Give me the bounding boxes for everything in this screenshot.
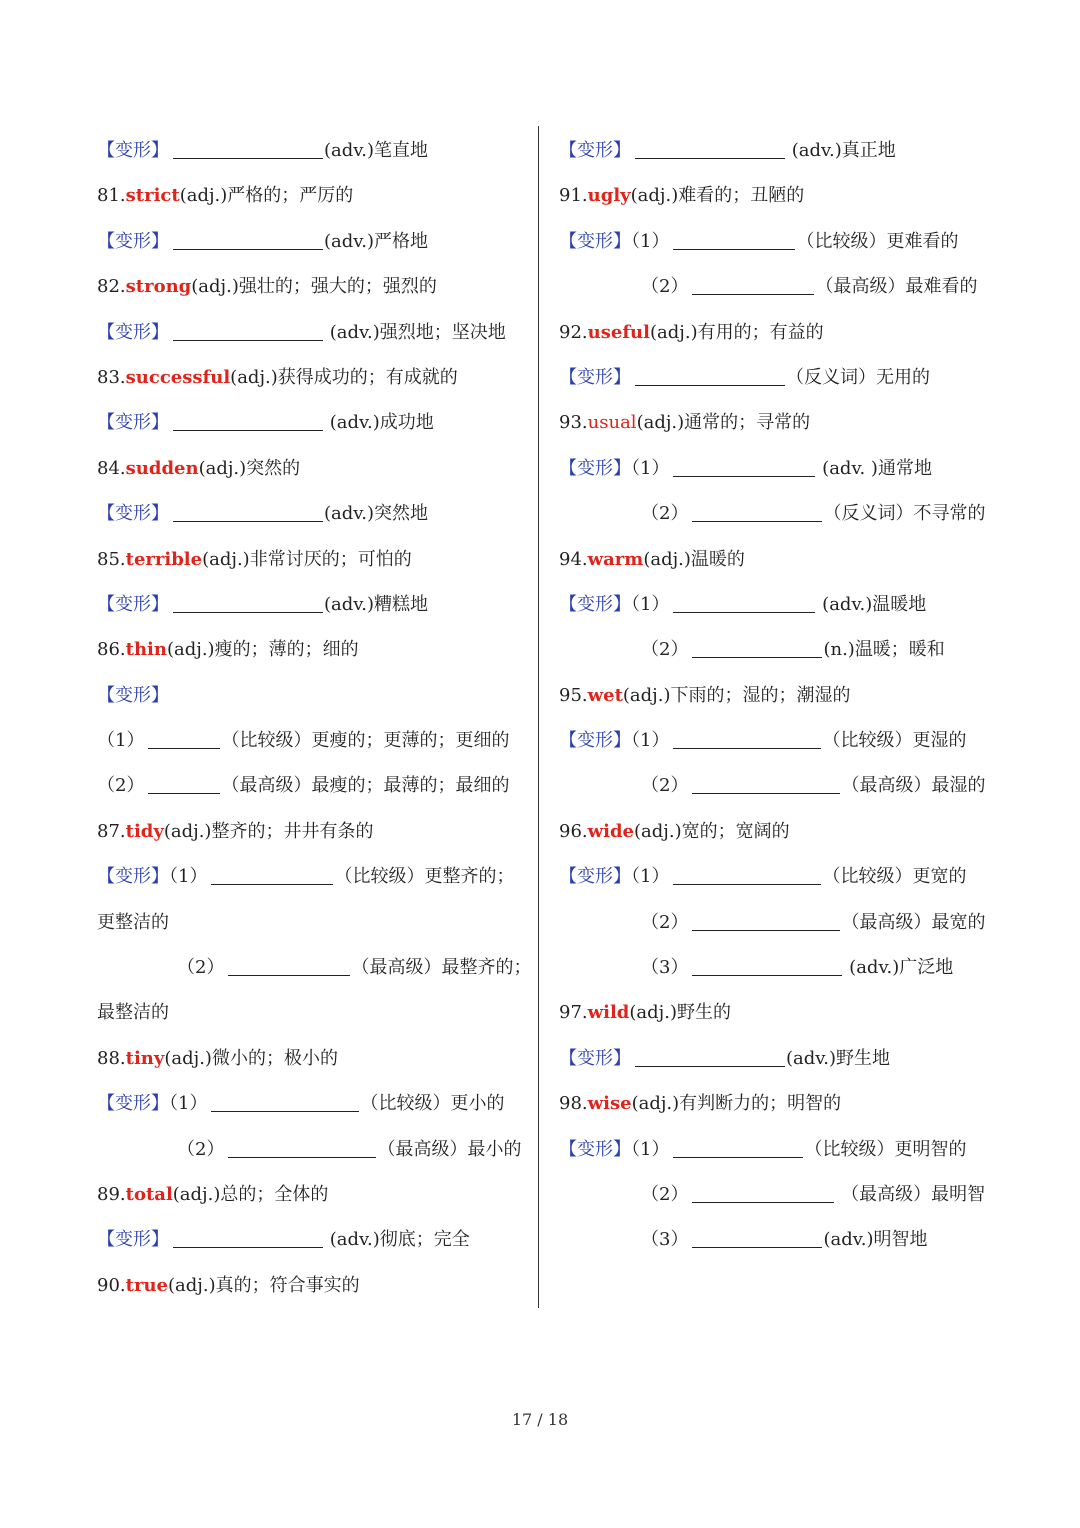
- variant-tag: 【变形】: [97, 684, 169, 706]
- variant-tag: 【变形】: [559, 593, 631, 615]
- variant-tag: 【变形】: [97, 412, 169, 434]
- vocab-word: successful: [125, 366, 231, 388]
- answer-blank[interactable]: [173, 503, 323, 522]
- answer-blank[interactable]: [635, 140, 785, 159]
- vocab-word: tiny: [125, 1047, 165, 1069]
- vocab-entry: 86.thin(adj.)瘦的；薄的；细的: [97, 639, 359, 661]
- vocab-word: total: [125, 1183, 173, 1205]
- answer-blank[interactable]: [673, 458, 815, 477]
- variant-tag: 【变形】: [97, 140, 169, 161]
- vocab-word: strict: [125, 185, 180, 207]
- list-item: 【变形】 (adv.)强烈地；坚决地: [97, 321, 506, 343]
- answer-blank[interactable]: [173, 231, 323, 250]
- vocab-word: wide: [587, 820, 635, 842]
- answer-blank[interactable]: [148, 730, 220, 749]
- vocab-entry: 96.wide(adj.)宽的；宽阔的: [559, 820, 790, 842]
- list-item: 更整洁的: [97, 911, 169, 933]
- vocab-word: ugly: [587, 185, 631, 207]
- answer-blank[interactable]: [211, 866, 333, 885]
- variant-tag: 【变形】: [559, 140, 631, 161]
- vocab-word: wet: [587, 684, 623, 706]
- vocab-word: thin: [125, 639, 167, 661]
- vocab-word: warm: [587, 548, 644, 570]
- answer-blank[interactable]: [673, 594, 815, 613]
- list-item: 最整洁的: [97, 1002, 169, 1024]
- list-item: 【变形】 (adv.)突然地: [97, 503, 429, 525]
- vocab-word: true: [125, 1274, 168, 1296]
- answer-blank[interactable]: [635, 367, 785, 386]
- list-item: 【变形】 (adv.)笔直地: [97, 140, 429, 161]
- right-column: [559, 128, 989, 1263]
- list-item: 【变形】 (adv.)严格地: [97, 230, 429, 252]
- vocab-entry: 85.terrible(adj.)非常讨厌的；可怕的: [97, 548, 412, 570]
- list-item: （2） （最高级）最瘦的；最薄的；最细的: [97, 775, 510, 797]
- vocab-entry: 81.strict(adj.)严格的；严厉的: [97, 185, 354, 207]
- answer-blank[interactable]: [173, 594, 323, 613]
- answer-blank[interactable]: [173, 140, 323, 159]
- variant-tag: 【变形】: [559, 1047, 631, 1069]
- answer-blank[interactable]: [692, 957, 842, 976]
- vocab-entry: 97.wild(adj.)野生的: [559, 1002, 732, 1024]
- list-item: 【变形】 (adv.)糟糕地: [97, 593, 429, 615]
- list-item: 【变形】（1） (adv. )通常地: [559, 457, 932, 479]
- vocab-word: wild: [587, 1002, 630, 1024]
- list-item: 【变形】 (adv.)真正地: [559, 140, 896, 161]
- list-item: [97, 673, 529, 718]
- answer-blank[interactable]: [173, 322, 323, 341]
- variant-tag: 【变形】: [559, 730, 631, 752]
- variant-tag: 【变形】: [97, 503, 169, 525]
- answer-blank[interactable]: [673, 866, 821, 885]
- page-number: 17 / 18: [511, 1410, 569, 1429]
- list-item: （2） (n.)温暖；暖和: [641, 639, 945, 661]
- variant-tag: 【变形】: [97, 1229, 169, 1251]
- vocab-entry: 92.useful(adj.)有用的；有益的: [559, 321, 824, 343]
- vocab-word: useful: [587, 321, 650, 343]
- answer-blank[interactable]: [692, 276, 814, 295]
- vocab-word: usual: [587, 412, 637, 434]
- variant-tag: 【变形】: [559, 1138, 631, 1160]
- answer-blank[interactable]: [673, 730, 821, 749]
- answer-blank[interactable]: [692, 1184, 834, 1203]
- list-item: （2） （最高级）最难看的: [641, 276, 978, 298]
- answer-blank[interactable]: [211, 1093, 359, 1112]
- variant-tag: 【变形】: [559, 457, 631, 479]
- list-item: 【变形】（1） (adv.)温暖地: [559, 593, 927, 615]
- list-item: （2） （最高级）最小的: [177, 1138, 522, 1160]
- variant-tag: 【变形】: [97, 230, 169, 252]
- left-column: [97, 128, 532, 1308]
- vocab-entry: 93.usual(adj.)通常的；寻常的: [559, 412, 811, 434]
- answer-blank[interactable]: [635, 1048, 785, 1067]
- answer-blank[interactable]: [173, 412, 323, 431]
- variant-tag: 【变形】: [559, 230, 631, 252]
- answer-blank[interactable]: [692, 912, 840, 931]
- list-item: 【变形】 （反义词）无用的: [559, 366, 930, 388]
- vocab-entry: 95.wet(adj.)下雨的；湿的；潮湿的: [559, 684, 851, 706]
- vocab-word: terrible: [125, 548, 203, 570]
- list-item: 【变形】（1） （比较级）更明智的: [559, 1138, 967, 1160]
- vocab-word: tidy: [125, 820, 164, 842]
- vocab-entry: 90.true(adj.)真的；符合事实的: [97, 1274, 360, 1296]
- answer-blank[interactable]: [173, 1229, 323, 1248]
- vocab-entry: 83.successful(adj.)获得成功的；有成就的: [97, 366, 458, 388]
- variant-tag: 【变形】: [559, 866, 631, 888]
- vocab-word: strong: [125, 276, 192, 298]
- list-item: （2） （反义词）不寻常的: [641, 503, 986, 525]
- list-item: 【变形】（1） （比较级）更宽的: [559, 866, 967, 888]
- list-item: （2） （最高级）最湿的: [641, 775, 986, 797]
- variant-tag: 【变形】: [97, 593, 169, 615]
- vocab-entry: 88.tiny(adj.)微小的；极小的: [97, 1047, 338, 1069]
- answer-blank[interactable]: [148, 775, 220, 794]
- list-item: 【变形】（1） （比较级）更难看的: [559, 230, 959, 252]
- answer-blank[interactable]: [692, 503, 822, 522]
- vocab-entry: 98.wise(adj.)有判断力的；明智的: [559, 1093, 842, 1115]
- answer-blank[interactable]: [673, 231, 795, 250]
- variant-tag: 【变形】: [97, 1093, 169, 1115]
- variant-tag: 【变形】: [97, 866, 169, 888]
- column-divider: [538, 126, 539, 1308]
- vocab-word: sudden: [125, 457, 199, 479]
- vocab-entry: 94.warm(adj.)温暖的: [559, 548, 745, 570]
- vocab-entry: 84.sudden(adj.)突然的: [97, 457, 301, 479]
- list-item: （2） （最高级）最整齐的；: [177, 957, 532, 979]
- list-item: 【变形】（1） （比较级）更小的: [97, 1093, 505, 1115]
- answer-blank[interactable]: [692, 1229, 822, 1248]
- answer-blank[interactable]: [692, 775, 840, 794]
- answer-blank[interactable]: [228, 1139, 376, 1158]
- list-item: （3） (adv.)明智地: [641, 1229, 928, 1251]
- answer-blank[interactable]: [228, 957, 350, 976]
- list-item: 【变形】 (adv.)野生地: [559, 1047, 891, 1069]
- vocab-entry: 89.total(adj.)总的；全体的: [97, 1183, 329, 1205]
- answer-blank[interactable]: [673, 1139, 803, 1158]
- vocab-entry: 91.ugly(adj.)难看的；丑陋的: [559, 185, 805, 207]
- variant-tag: 【变形】: [559, 366, 631, 388]
- variant-tag: 【变形】: [97, 321, 169, 343]
- vocab-entry: 82.strong(adj.)强壮的；强大的；强烈的: [97, 276, 437, 298]
- vocab-word: wise: [587, 1093, 632, 1115]
- list-item: （3） (adv.)广泛地: [641, 957, 954, 979]
- list-item: 【变形】（1） （比较级）更整齐的；: [97, 866, 515, 888]
- list-item: 【变形】 (adv.)彻底；完全: [97, 1229, 470, 1251]
- list-item: （2） （最高级）最宽的: [641, 911, 986, 933]
- answer-blank[interactable]: [692, 639, 822, 658]
- list-item: （2） （最高级）最明智: [641, 1183, 986, 1205]
- list-item: （1） （比较级）更瘦的；更薄的；更细的: [97, 730, 510, 752]
- list-item: 【变形】 (adv.)成功地: [97, 412, 434, 434]
- vocab-entry: 87.tidy(adj.)整齐的；井井有条的: [97, 820, 374, 842]
- list-item: 【变形】（1） （比较级）更湿的: [559, 730, 967, 752]
